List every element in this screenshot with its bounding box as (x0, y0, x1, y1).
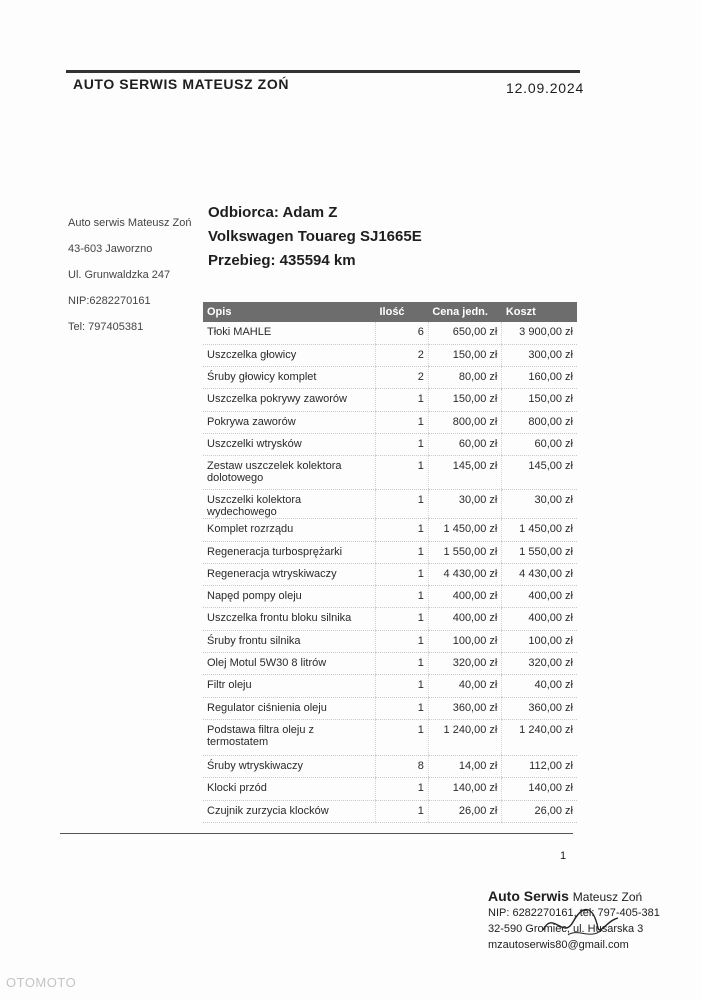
cell-cena: 650,00 zł (428, 322, 502, 344)
table-body (203, 322, 577, 822)
cell-ilosc: 1 (375, 456, 428, 490)
cell-opis: Filtr oleju (203, 675, 375, 697)
stamp-email: mzautoserwis80@gmail.com (488, 939, 629, 951)
mileage-line: Przebieg: 435594 km (208, 252, 356, 269)
cell-koszt: 360,00 zł (502, 697, 577, 719)
sender-name: Auto serwis Mateusz Zoń (68, 217, 192, 229)
cell-koszt: 3 900,00 zł (502, 322, 577, 344)
cell-koszt: 1 240,00 zł (502, 719, 577, 755)
stamp-name-rest: Mateusz Zoń (572, 890, 643, 904)
cell-opis: Tłoki MAHLE (203, 322, 375, 344)
stamp-nip-tel: NIP: 6282270161, tel: 797-405-381 (488, 907, 660, 919)
footer-rule (60, 833, 573, 834)
stamp-name-bold: Auto Serwis (488, 888, 569, 904)
cell-opis: Śruby frontu silnika (203, 630, 375, 652)
table-row (203, 456, 577, 490)
cell-ilosc: 6 (375, 322, 428, 344)
cell-opis: Uszczelki kolektora wydechowego (203, 490, 375, 519)
table-row (203, 675, 577, 697)
column-header-ilosc: Ilość (379, 306, 405, 318)
table-row (203, 411, 577, 433)
cell-ilosc: 1 (375, 697, 428, 719)
cell-ilosc: 2 (375, 344, 428, 366)
cell-koszt: 800,00 zł (502, 411, 577, 433)
cell-cena: 60,00 zł (428, 433, 502, 455)
cell-koszt: 140,00 zł (502, 778, 577, 800)
cell-cena: 320,00 zł (428, 653, 502, 675)
cell-koszt: 160,00 zł (502, 367, 577, 389)
cell-opis: Uszczelka głowicy (203, 344, 375, 366)
cell-ilosc: 1 (375, 800, 428, 822)
cell-cena: 80,00 zł (428, 367, 502, 389)
cell-koszt: 400,00 zł (502, 586, 577, 608)
cell-cena: 26,00 zł (428, 800, 502, 822)
cell-cena: 140,00 zł (428, 778, 502, 800)
table-row (203, 541, 577, 563)
cell-koszt: 26,00 zł (502, 800, 577, 822)
cell-opis: Klocki przód (203, 778, 375, 800)
cell-opis: Pokrywa zaworów (203, 411, 375, 433)
cell-koszt: 4 430,00 zł (502, 563, 577, 585)
cell-koszt: 1 450,00 zł (502, 519, 577, 541)
cell-opis: Uszczelki wtrysków (203, 433, 375, 455)
cell-cena: 145,00 zł (428, 456, 502, 490)
recipient-line: Odbiorca: Adam Z (208, 204, 338, 221)
cell-ilosc: 1 (375, 778, 428, 800)
cell-koszt: 150,00 zł (502, 389, 577, 411)
cell-cena: 30,00 zł (428, 490, 502, 519)
table-row (203, 630, 577, 652)
cell-koszt: 112,00 zł (502, 755, 577, 777)
cell-koszt: 1 550,00 zł (502, 541, 577, 563)
cell-koszt: 30,00 zł (502, 490, 577, 519)
cell-cena: 800,00 zł (428, 411, 502, 433)
cell-cena: 360,00 zł (428, 697, 502, 719)
cell-koszt: 320,00 zł (502, 653, 577, 675)
company-title: AUTO SERWIS MATEUSZ ZOŃ (73, 76, 290, 92)
table-row (203, 344, 577, 366)
cell-ilosc: 1 (375, 490, 428, 519)
table-row (203, 433, 577, 455)
cell-ilosc: 1 (375, 608, 428, 630)
cell-ilosc: 1 (375, 519, 428, 541)
sender-tel: Tel: 797405381 (68, 321, 144, 333)
header-rule (66, 70, 580, 73)
table-row (203, 653, 577, 675)
table-row (203, 608, 577, 630)
cell-opis: Czujnik zurzycia klocków (203, 800, 375, 822)
handwritten-signature (538, 900, 628, 950)
sender-block (68, 216, 192, 346)
cell-opis: Regulator ciśnienia oleju (203, 697, 375, 719)
cell-ilosc: 1 (375, 630, 428, 652)
cell-cena: 4 430,00 zł (428, 563, 502, 585)
cell-ilosc: 1 (375, 411, 428, 433)
cell-koszt: 145,00 zł (502, 456, 577, 490)
cell-opis: Uszczelka pokrywy zaworów (203, 389, 375, 411)
table-row (203, 389, 577, 411)
table-row (203, 322, 577, 344)
cell-cena: 150,00 zł (428, 344, 502, 366)
watermark: OTOMOTO (6, 975, 77, 990)
table-row (203, 719, 577, 755)
cell-opis: Zestaw uszczelek kolektora dolotowego (203, 456, 375, 490)
table-row (203, 490, 577, 519)
cell-ilosc: 8 (375, 755, 428, 777)
cell-cena: 100,00 zł (428, 630, 502, 652)
cell-cena: 1 550,00 zł (428, 541, 502, 563)
table-header-row (203, 302, 577, 322)
cell-opis: Komplet rozrządu (203, 519, 375, 541)
table-row (203, 755, 577, 777)
cell-koszt: 100,00 zł (502, 630, 577, 652)
cell-opis: Napęd pompy oleju (203, 586, 375, 608)
cell-cena: 400,00 zł (428, 586, 502, 608)
column-header-opis: Opis (207, 306, 232, 318)
sender-postal: 43-603 Jaworzno (68, 243, 153, 255)
table-row (203, 697, 577, 719)
cell-opis: Regeneracja wtryskiwaczy (203, 563, 375, 585)
table-row (203, 586, 577, 608)
column-header-cena: Cena jedn. (432, 306, 488, 318)
cell-cena: 400,00 zł (428, 608, 502, 630)
cell-ilosc: 1 (375, 433, 428, 455)
page-number: 1 (560, 850, 567, 862)
cell-koszt: 40,00 zł (502, 675, 577, 697)
cell-cena: 14,00 zł (428, 755, 502, 777)
sender-nip: NIP:6282270161 (68, 295, 151, 307)
cell-ilosc: 1 (375, 675, 428, 697)
cell-ilosc: 2 (375, 367, 428, 389)
table-row (203, 563, 577, 585)
cell-koszt: 400,00 zł (502, 608, 577, 630)
cell-opis: Podstawa filtra oleju z termostatem (203, 719, 375, 755)
recipient-block (208, 204, 422, 276)
cell-ilosc: 1 (375, 719, 428, 755)
table-row (203, 778, 577, 800)
stamp-address: 32-590 Gromiec, ul. Husarska 3 (488, 923, 644, 935)
cell-koszt: 60,00 zł (502, 433, 577, 455)
sender-street: Ul. Grunwaldzka 247 (68, 269, 171, 281)
cell-cena: 1 240,00 zł (428, 719, 502, 755)
cell-opis: Regeneracja turbosprężarki (203, 541, 375, 563)
cell-opis: Śruby wtryskiwaczy (203, 755, 375, 777)
vehicle-line: Volkswagen Touareg SJ1665E (208, 228, 422, 245)
document-date: 12.09.2024 (506, 80, 585, 96)
cell-cena: 150,00 zł (428, 389, 502, 411)
table-row (203, 519, 577, 541)
parts-table (203, 302, 577, 823)
table-row (203, 367, 577, 389)
cell-ilosc: 1 (375, 563, 428, 585)
cell-ilosc: 1 (375, 586, 428, 608)
column-header-koszt: Koszt (505, 306, 536, 318)
table-row (203, 800, 577, 822)
cell-opis: Olej Motul 5W30 8 litrów (203, 653, 375, 675)
cell-ilosc: 1 (375, 541, 428, 563)
cell-ilosc: 1 (375, 653, 428, 675)
cell-cena: 1 450,00 zł (428, 519, 502, 541)
cell-ilosc: 1 (375, 389, 428, 411)
cell-opis: Uszczelka frontu bloku silnika (203, 608, 375, 630)
cell-cena: 40,00 zł (428, 675, 502, 697)
cell-koszt: 300,00 zł (502, 344, 577, 366)
cell-opis: Śruby głowicy komplet (203, 367, 375, 389)
